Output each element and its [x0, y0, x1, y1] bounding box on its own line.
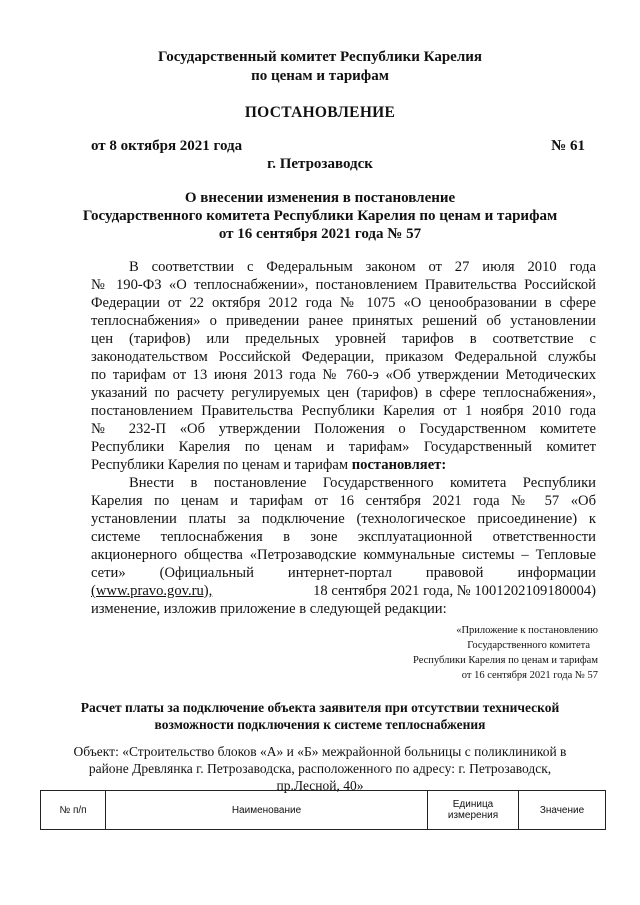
para2-link-rest: 18 сентября 2021 года, № 1001202109180004) — [313, 583, 596, 599]
para1-line: № 190-ФЗ «О теплоснабжении», постановлением Правительства Российской — [91, 277, 596, 293]
document-date: от 8 октября 2021 года — [91, 138, 243, 154]
document-type: ПОСТАНОВЛЕНИЕ — [244, 104, 396, 121]
appendix-line-1: «Приложение к постановлению — [456, 625, 598, 636]
para1-line: по тарифам от 13 июня 2013 года № 760-э «Об утверждении Методических — [91, 367, 596, 383]
para1-line: Республики Карелия по ценам и тарифам» Государственный комитет — [91, 439, 596, 455]
para2-line: сети» (Официальный интернет-портал правовой информации — [91, 565, 596, 581]
appendix-line-2: Государственного комитета — [467, 640, 590, 651]
para1-line: № 232-П «Об утверждении Положения о Государственном комитете — [91, 421, 596, 437]
col-header-unit-line-2: измерения — [447, 810, 499, 821]
table-header-row — [41, 791, 606, 830]
object-line-1: Объект: «Строительство блоков «А» и «Б» межрайонной больницы с поликлиникой в — [73, 744, 567, 759]
calc-title-line-1: Расчет платы за подключение объекта заявителя при отсутствии технической — [80, 700, 560, 715]
title-line-1: О внесении изменения в постановление — [184, 190, 456, 206]
col-header-unit-line-1: Единица — [452, 799, 494, 810]
para2-link-line — [91, 583, 596, 600]
para1-line: В соответствии с Федеральным законом от 27 июля 2010 года — [129, 259, 596, 275]
issuer-line-1: Государственный комитет Республики Карелия — [158, 49, 482, 65]
para2-line: Карелия по ценам и тарифам от 16 сентября 2021 года № 57 «Об — [91, 493, 596, 509]
para2-last-line: изменение, изложив приложение в следующей редакции: — [91, 601, 447, 617]
object-line-3: пр.Лесной, 40» — [276, 778, 364, 793]
resolution-colon: : — [441, 457, 447, 473]
para2-line: акционерного общества «Петрозаводские коммунальные системы – Тепловые — [91, 547, 596, 563]
appendix-line-4: от 16 сентября 2021 года № 57 — [461, 670, 598, 681]
para1-line: цен (тарифов) или предельных уровней тарифов в соответствие с — [91, 331, 596, 347]
para1-last-text: Республики Карелия по ценам и тарифам — [91, 457, 349, 473]
document-city: г. Петрозаводск — [267, 156, 373, 172]
resolution-keyword: постановляет — [351, 457, 442, 473]
calc-title-line-2: возможности подключения к системе теплоснабжения — [154, 717, 486, 732]
para2-line: установлении платы за подключение (технологическое присоединение) к — [91, 511, 596, 527]
para1-last-line — [91, 457, 446, 474]
para1-line: законодательством Российской Федерации, приказом Федеральной службы — [91, 349, 596, 365]
appendix-line-3: Республики Карелия по ценам и тарифам — [413, 655, 598, 666]
para2-line: системе теплоснабжения в зоне эксплуатационной ответственности — [91, 529, 596, 545]
title-line-3: от 16 сентября 2021 года № 57 — [218, 226, 422, 242]
col-header-number: № п/п — [41, 791, 106, 830]
para2-line: Внести в постановление Государственного комитета Республики — [129, 475, 596, 491]
payment-table — [40, 790, 606, 830]
title-line-2: Государственного комитета Республики Карелия по ценам и тарифам — [82, 208, 558, 224]
object-line-2: районе Древлянка г. Петрозаводска, расположенного по адресу: г. Петрозаводск, — [88, 761, 552, 776]
issuer-line-2: по ценам и тарифам — [251, 68, 389, 84]
document-number: № 61 — [551, 138, 585, 154]
para1-line: Федерации от 22 октября 2012 года № 1075 «О ценообразовании в сфере — [91, 295, 596, 311]
col-header-value: Значение — [519, 791, 606, 830]
pravo-link[interactable]: (www.pravo.gov.ru), — [91, 583, 213, 599]
para1-line: постановлением Правительства Республики Карелия от 1 ноября 2010 года — [91, 403, 596, 419]
col-header-name: Наименование — [106, 791, 428, 830]
para1-line: теплоснабжения» о приведении ранее принятых решений об установлении — [91, 313, 596, 329]
col-header-unit — [428, 791, 519, 830]
para1-line: указаний по расчету регулируемых цен (тарифов) в сфере теплоснабжения», — [91, 385, 596, 401]
